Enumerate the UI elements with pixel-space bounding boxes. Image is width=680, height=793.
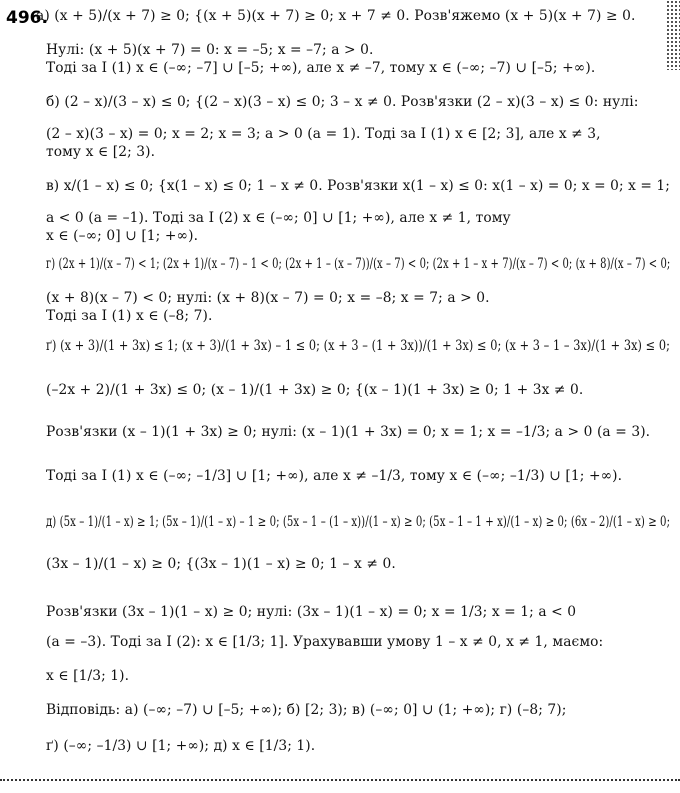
line-a3: Тоді за І (1) x ∈ (–∞; –7] ∪ [–5; +∞), але x ≠ –7, тому x ∈ (–∞; –7) ∪ [–5; +∞). [46, 60, 596, 76]
line-r4: Тоді за І (1) x ∈ (–∞; –1/3] ∪ [1; +∞), але x ≠ –1/3, тому x ∈ (–∞; –1/3) ∪ [1; +∞). [46, 468, 623, 484]
line-g3: Тоді за І (1) x ∈ (–8; 7). [46, 308, 213, 324]
bottom-dotted-rule [0, 779, 680, 791]
problem-number: 496. [6, 8, 48, 28]
line-g2: (x + 8)(x – 7) < 0; нулі: (x + 8)(x – 7) = 0; x = –8; x = 7; a > 0. [46, 290, 490, 306]
line-r3: Розв'язки (x – 1)(1 + 3x) ≥ 0; нулі: (x – 1)(1 + 3x) = 0; x = 1; x = –1/3; a > 0 (a = 3). [46, 424, 651, 440]
line-a1: а) (x + 5)/(x + 7) ≥ 0; {(x + 5)(x + 7) ≥ 0; x + 7 ≠ 0. Розв'яжемо (x + 5)(x + 7) ≥ 0. [36, 8, 636, 24]
line-d2: (3x – 1)/(1 – x) ≥ 0; {(3x – 1)(1 – x) ≥ 0; 1 – x ≠ 0. [46, 556, 396, 572]
line-g1: г) (2x + 1)/(x – 7) < 1; (2x + 1)/(x – 7) – 1 < 0; (2x + 1 – (x – 7))/(x – 7) < 0; (2x + 1 – x + 7)/(x – 7) < 0; (x + 8)/(x – 7) < 0; [46, 256, 671, 272]
line-v2: a < 0 (a = –1). Тоді за І (2) x ∈ (–∞; 0] ∪ [1; +∞), але x ≠ 1, тому [46, 210, 511, 226]
line-d5: x ∈ [1/3; 1). [46, 668, 130, 684]
line-v3: x ∈ (–∞; 0] ∪ [1; +∞). [46, 228, 199, 244]
line-d3: Розв'язки (3x – 1)(1 – x) ≥ 0; нулі: (3x – 1)(1 – x) = 0; x = 1/3; x = 1; a < 0 [46, 604, 577, 620]
line-a2: Нулі: (x + 5)(x + 7) = 0: x = –5; x = –7; a > 0. [46, 42, 374, 58]
line-d1: д) (5x – 1)/(1 – x) ≥ 1; (5x – 1)/(1 – x) – 1 ≥ 0; (5x – 1 – (1 – x))/(1 – x) ≥ 0; (5x – 1 – 1 + x)/(1 – x) ≥ 0; (6x – 2)/(1 – x) ≥ 0; [46, 514, 671, 530]
line-r1: ґ) (x + 3)/(1 + 3x) ≤ 1; (x + 3)/(1 + 3x) – 1 ≤ 0; (x + 3 – (1 + 3x))/(1 + 3x) ≤ 0; (x + 3 – 1 – 3x)/(1 + 3x) ≤ 0; [46, 338, 670, 354]
line-ans2: ґ) (–∞; –1/3) ∪ [1; +∞); д) x ∈ [1/3; 1). [46, 738, 316, 754]
line-b2: (2 – x)(3 – x) = 0; x = 2; x = 3; a > 0 (a = 1). Тоді за І (1) x ∈ [2; 3], але x ≠ 3, [46, 126, 601, 142]
line-r2: (–2x + 2)/(1 + 3x) ≤ 0; (x – 1)/(1 + 3x) ≥ 0; {(x – 1)(1 + 3x) ≥ 0; 1 + 3x ≠ 0. [46, 382, 584, 398]
line-b3: тому x ∈ [2; 3). [46, 144, 156, 160]
line-d4: (a = –3). Тоді за І (2): x ∈ [1/3; 1]. Урахувавши умову 1 – x ≠ 0, x ≠ 1, маємо: [46, 634, 604, 650]
line-v1: в) x/(1 – x) ≤ 0; {x(1 – x) ≤ 0; 1 – x ≠ 0. Розв'язки x(1 – x) ≤ 0: x(1 – x) = 0; x = 0; x = 1; [46, 178, 670, 194]
line-ans1: Відповідь: а) (–∞; –7) ∪ [–5; +∞); б) [2; 3); в) (–∞; 0] ∪ (1; +∞); г) (–8; 7); [46, 702, 567, 718]
line-b1: б) (2 – x)/(3 – x) ≤ 0; {(2 – x)(3 – x) ≤ 0; 3 – x ≠ 0. Розв'язки (2 – x)(3 – x) ≤ 0: нулі: [46, 94, 639, 110]
